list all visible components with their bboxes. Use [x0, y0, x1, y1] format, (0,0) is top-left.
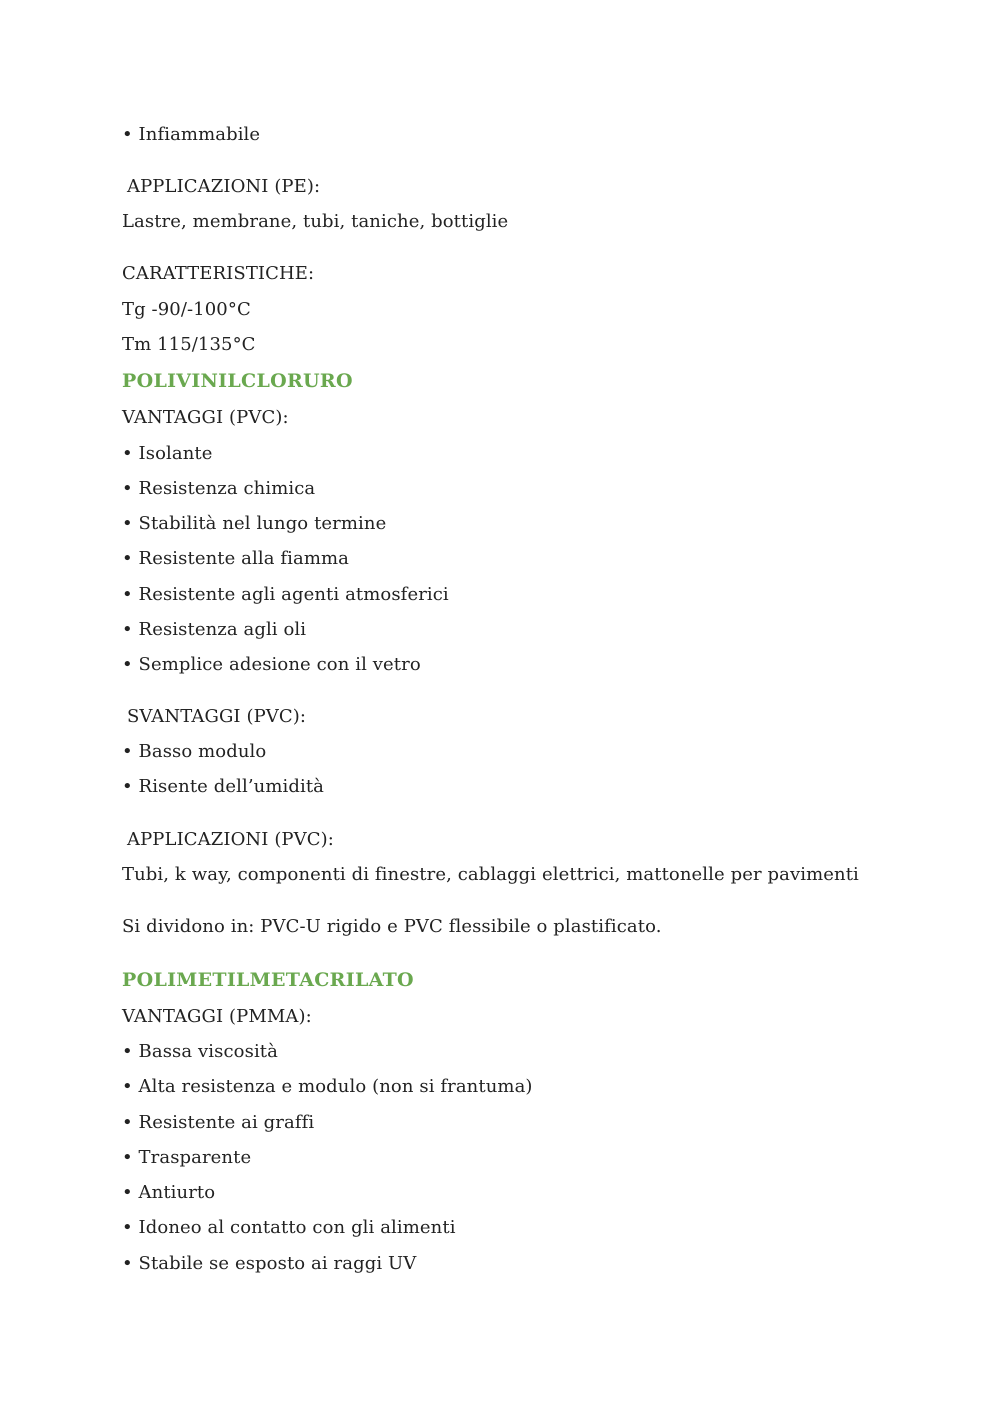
pvc-advantage-item: • Resistenza agli oli: [122, 619, 306, 641]
pvc-heading: POLIVINILCLORURO: [122, 370, 353, 392]
pe-characteristic-tg: Tg -90/-100°C: [122, 299, 251, 320]
pe-characteristics-label: CARATTERISTICHE:: [122, 263, 315, 284]
pvc-advantage-item: • Resistente agli agenti atmosferici: [122, 584, 449, 606]
pvc-disadvantages-label: SVANTAGGI (PVC):: [127, 706, 307, 727]
pe-applications-label: APPLICAZIONI (PE):: [127, 176, 321, 197]
pmma-advantage-item: • Bassa viscosità: [122, 1041, 278, 1063]
pvc-applications-label: APPLICAZIONI (PVC):: [127, 829, 334, 850]
pmma-advantage-item: • Stabile se esposto ai raggi UV: [122, 1253, 416, 1275]
pvc-applications-text: Tubi, k way, componenti di finestre, cablaggi elettrici, mattonelle per pavimenti: [122, 864, 859, 885]
pe-characteristic-tm: Tm 115/135°C: [122, 334, 256, 355]
pvc-advantage-item: • Semplice adesione con il vetro: [122, 654, 421, 676]
pvc-advantage-item: • Resistenza chimica: [122, 478, 315, 500]
pvc-advantage-item: • Isolante: [122, 443, 213, 465]
pmma-advantage-item: • Trasparente: [122, 1147, 251, 1169]
pe-bullet-flammable: • Infiammabile: [122, 124, 260, 146]
pmma-advantage-item: • Resistente ai graffi: [122, 1112, 314, 1134]
pmma-advantage-item: • Idoneo al contatto con gli alimenti: [122, 1217, 456, 1239]
pvc-note: Si dividono in: PVC-U rigido e PVC flessibile o plastificato.: [122, 916, 662, 937]
pmma-advantage-item: • Alta resistenza e modulo (non si frantuma): [122, 1076, 533, 1098]
pvc-advantage-item: • Stabilità nel lungo termine: [122, 513, 386, 535]
pvc-advantage-item: • Resistente alla fiamma: [122, 548, 349, 570]
pvc-advantages-label: VANTAGGI (PVC):: [122, 407, 289, 428]
pvc-disadvantage-item: • Basso modulo: [122, 741, 266, 763]
pmma-advantage-item: • Antiurto: [122, 1182, 215, 1204]
pvc-disadvantage-item: • Risente dell’umidità: [122, 776, 324, 798]
pe-applications-text: Lastre, membrane, tubi, taniche, bottiglie: [122, 211, 509, 232]
pmma-heading: POLIMETILMETACRILATO: [122, 969, 414, 991]
pmma-advantages-label: VANTAGGI (PMMA):: [122, 1006, 312, 1027]
